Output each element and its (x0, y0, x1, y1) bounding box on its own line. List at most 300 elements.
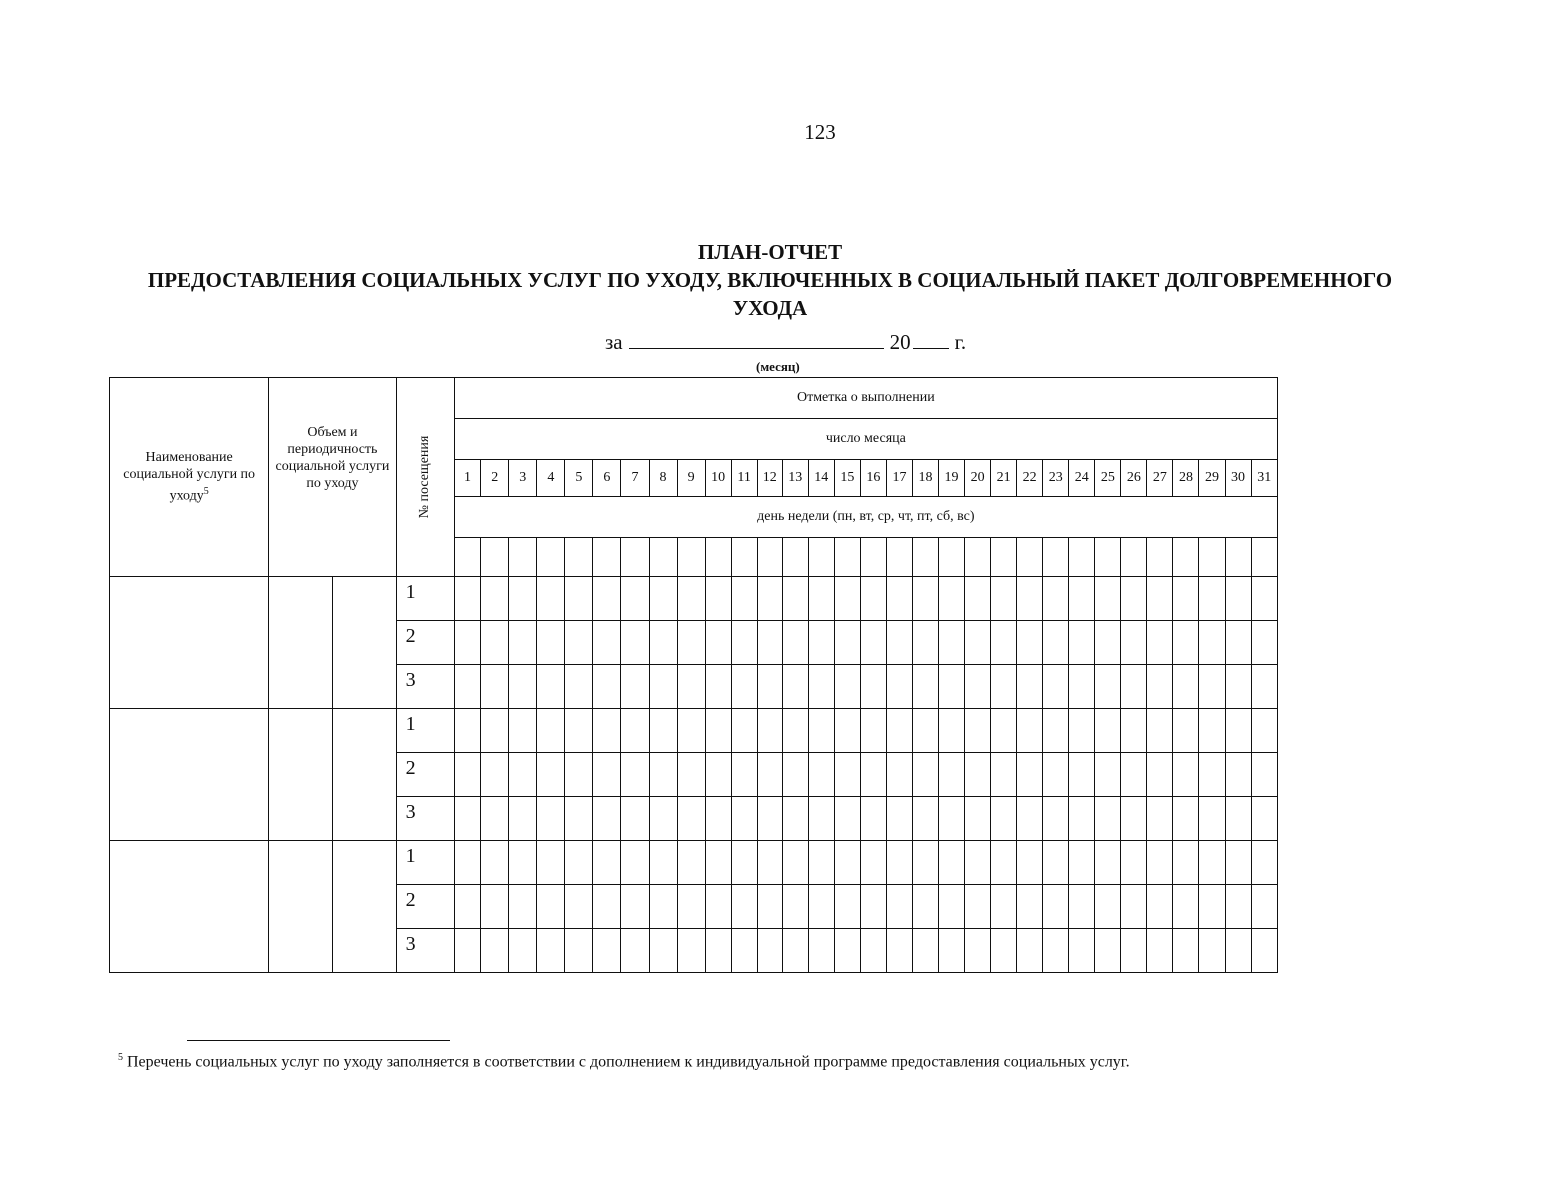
completion-mark-cell[interactable] (481, 753, 509, 797)
completion-mark-cell[interactable] (1017, 621, 1043, 665)
completion-mark-cell[interactable] (965, 929, 991, 973)
completion-mark-cell[interactable] (991, 841, 1017, 885)
completion-mark-cell[interactable] (1095, 621, 1121, 665)
weekday-cell[interactable] (1147, 538, 1173, 577)
completion-mark-cell[interactable] (454, 797, 481, 841)
completion-mark-cell[interactable] (537, 797, 565, 841)
completion-mark-cell[interactable] (1147, 709, 1173, 753)
completion-mark-cell[interactable] (1173, 753, 1199, 797)
completion-mark-cell[interactable] (593, 841, 621, 885)
completion-mark-cell[interactable] (860, 621, 886, 665)
completion-mark-cell[interactable] (757, 621, 782, 665)
completion-mark-cell[interactable] (1147, 841, 1173, 885)
completion-mark-cell[interactable] (782, 929, 808, 973)
completion-mark-cell[interactable] (677, 709, 705, 753)
completion-mark-cell[interactable] (1251, 709, 1277, 753)
completion-mark-cell[interactable] (782, 577, 808, 621)
completion-mark-cell[interactable] (965, 797, 991, 841)
completion-mark-cell[interactable] (965, 885, 991, 929)
completion-mark-cell[interactable] (509, 577, 537, 621)
completion-mark-cell[interactable] (1147, 665, 1173, 709)
completion-mark-cell[interactable] (912, 929, 938, 973)
completion-mark-cell[interactable] (454, 621, 481, 665)
completion-mark-cell[interactable] (1043, 621, 1069, 665)
completion-mark-cell[interactable] (912, 577, 938, 621)
completion-mark-cell[interactable] (860, 841, 886, 885)
completion-mark-cell[interactable] (1017, 797, 1043, 841)
completion-mark-cell[interactable] (860, 885, 886, 929)
completion-mark-cell[interactable] (991, 753, 1017, 797)
completion-mark-cell[interactable] (537, 929, 565, 973)
completion-mark-cell[interactable] (1225, 929, 1251, 973)
completion-mark-cell[interactable] (705, 841, 731, 885)
weekday-cell[interactable] (1251, 538, 1277, 577)
weekday-cell[interactable] (912, 538, 938, 577)
year-blank-field[interactable] (913, 328, 949, 349)
completion-mark-cell[interactable] (1069, 929, 1095, 973)
service-name-cell[interactable] (110, 841, 269, 973)
weekday-cell[interactable] (1095, 538, 1121, 577)
completion-mark-cell[interactable] (565, 621, 593, 665)
completion-mark-cell[interactable] (1251, 577, 1277, 621)
completion-mark-cell[interactable] (991, 665, 1017, 709)
completion-mark-cell[interactable] (965, 709, 991, 753)
weekday-cell[interactable] (565, 538, 593, 577)
weekday-cell[interactable] (991, 538, 1017, 577)
completion-mark-cell[interactable] (1225, 577, 1251, 621)
completion-mark-cell[interactable] (886, 753, 912, 797)
completion-mark-cell[interactable] (621, 797, 649, 841)
completion-mark-cell[interactable] (537, 665, 565, 709)
completion-mark-cell[interactable] (1173, 709, 1199, 753)
weekday-cell[interactable] (705, 538, 731, 577)
completion-mark-cell[interactable] (1043, 709, 1069, 753)
weekday-cell[interactable] (1121, 538, 1147, 577)
weekday-cell[interactable] (537, 538, 565, 577)
completion-mark-cell[interactable] (757, 709, 782, 753)
completion-mark-cell[interactable] (454, 665, 481, 709)
month-blank-field[interactable] (629, 328, 884, 349)
completion-mark-cell[interactable] (649, 709, 677, 753)
completion-mark-cell[interactable] (621, 841, 649, 885)
completion-mark-cell[interactable] (782, 797, 808, 841)
weekday-cell[interactable] (886, 538, 912, 577)
completion-mark-cell[interactable] (1017, 841, 1043, 885)
completion-mark-cell[interactable] (808, 797, 834, 841)
service-name-cell[interactable] (110, 709, 269, 841)
weekday-cell[interactable] (731, 538, 757, 577)
completion-mark-cell[interactable] (1095, 841, 1121, 885)
completion-mark-cell[interactable] (565, 665, 593, 709)
completion-mark-cell[interactable] (1121, 753, 1147, 797)
completion-mark-cell[interactable] (912, 797, 938, 841)
completion-mark-cell[interactable] (1095, 577, 1121, 621)
weekday-cell[interactable] (860, 538, 886, 577)
weekday-cell[interactable] (649, 538, 677, 577)
weekday-cell[interactable] (808, 538, 834, 577)
completion-mark-cell[interactable] (565, 797, 593, 841)
completion-mark-cell[interactable] (1147, 885, 1173, 929)
completion-mark-cell[interactable] (1121, 665, 1147, 709)
completion-mark-cell[interactable] (939, 665, 965, 709)
completion-mark-cell[interactable] (1147, 797, 1173, 841)
completion-mark-cell[interactable] (1251, 665, 1277, 709)
completion-mark-cell[interactable] (454, 929, 481, 973)
weekday-cell[interactable] (593, 538, 621, 577)
completion-mark-cell[interactable] (1199, 753, 1225, 797)
completion-mark-cell[interactable] (834, 577, 860, 621)
completion-mark-cell[interactable] (1095, 797, 1121, 841)
completion-mark-cell[interactable] (1251, 841, 1277, 885)
completion-mark-cell[interactable] (1043, 929, 1069, 973)
completion-mark-cell[interactable] (912, 709, 938, 753)
completion-mark-cell[interactable] (1173, 797, 1199, 841)
completion-mark-cell[interactable] (834, 885, 860, 929)
completion-mark-cell[interactable] (939, 929, 965, 973)
completion-mark-cell[interactable] (1225, 885, 1251, 929)
completion-mark-cell[interactable] (1095, 665, 1121, 709)
completion-mark-cell[interactable] (1043, 885, 1069, 929)
completion-mark-cell[interactable] (1251, 929, 1277, 973)
completion-mark-cell[interactable] (509, 929, 537, 973)
completion-mark-cell[interactable] (677, 577, 705, 621)
completion-mark-cell[interactable] (593, 929, 621, 973)
completion-mark-cell[interactable] (509, 797, 537, 841)
completion-mark-cell[interactable] (649, 841, 677, 885)
completion-mark-cell[interactable] (1069, 709, 1095, 753)
completion-mark-cell[interactable] (834, 929, 860, 973)
completion-mark-cell[interactable] (1095, 709, 1121, 753)
completion-mark-cell[interactable] (991, 885, 1017, 929)
volume-cell[interactable] (269, 577, 333, 709)
completion-mark-cell[interactable] (1199, 621, 1225, 665)
completion-mark-cell[interactable] (677, 665, 705, 709)
periodicity-cell[interactable] (333, 577, 396, 709)
completion-mark-cell[interactable] (677, 841, 705, 885)
completion-mark-cell[interactable] (454, 577, 481, 621)
weekday-cell[interactable] (509, 538, 537, 577)
completion-mark-cell[interactable] (965, 621, 991, 665)
completion-mark-cell[interactable] (1199, 929, 1225, 973)
completion-mark-cell[interactable] (886, 577, 912, 621)
completion-mark-cell[interactable] (1251, 885, 1277, 929)
completion-mark-cell[interactable] (757, 577, 782, 621)
completion-mark-cell[interactable] (731, 797, 757, 841)
completion-mark-cell[interactable] (731, 665, 757, 709)
completion-mark-cell[interactable] (481, 885, 509, 929)
completion-mark-cell[interactable] (991, 929, 1017, 973)
completion-mark-cell[interactable] (481, 665, 509, 709)
completion-mark-cell[interactable] (782, 709, 808, 753)
completion-mark-cell[interactable] (565, 709, 593, 753)
completion-mark-cell[interactable] (509, 665, 537, 709)
completion-mark-cell[interactable] (731, 929, 757, 973)
completion-mark-cell[interactable] (939, 577, 965, 621)
completion-mark-cell[interactable] (509, 753, 537, 797)
completion-mark-cell[interactable] (705, 885, 731, 929)
completion-mark-cell[interactable] (1199, 709, 1225, 753)
completion-mark-cell[interactable] (1199, 885, 1225, 929)
completion-mark-cell[interactable] (481, 797, 509, 841)
completion-mark-cell[interactable] (1069, 665, 1095, 709)
completion-mark-cell[interactable] (1069, 841, 1095, 885)
completion-mark-cell[interactable] (649, 665, 677, 709)
completion-mark-cell[interactable] (1173, 621, 1199, 665)
completion-mark-cell[interactable] (454, 841, 481, 885)
completion-mark-cell[interactable] (939, 753, 965, 797)
completion-mark-cell[interactable] (705, 709, 731, 753)
completion-mark-cell[interactable] (454, 753, 481, 797)
completion-mark-cell[interactable] (834, 621, 860, 665)
weekday-cell[interactable] (1017, 538, 1043, 577)
completion-mark-cell[interactable] (593, 797, 621, 841)
completion-mark-cell[interactable] (537, 709, 565, 753)
completion-mark-cell[interactable] (537, 885, 565, 929)
completion-mark-cell[interactable] (886, 929, 912, 973)
completion-mark-cell[interactable] (1225, 621, 1251, 665)
completion-mark-cell[interactable] (649, 621, 677, 665)
completion-mark-cell[interactable] (1199, 841, 1225, 885)
completion-mark-cell[interactable] (1043, 665, 1069, 709)
completion-mark-cell[interactable] (991, 797, 1017, 841)
completion-mark-cell[interactable] (1251, 753, 1277, 797)
periodicity-cell[interactable] (333, 709, 396, 841)
completion-mark-cell[interactable] (565, 885, 593, 929)
completion-mark-cell[interactable] (454, 885, 481, 929)
weekday-cell[interactable] (965, 538, 991, 577)
completion-mark-cell[interactable] (481, 841, 509, 885)
completion-mark-cell[interactable] (1017, 753, 1043, 797)
completion-mark-cell[interactable] (621, 709, 649, 753)
completion-mark-cell[interactable] (1121, 797, 1147, 841)
completion-mark-cell[interactable] (705, 621, 731, 665)
weekday-cell[interactable] (481, 538, 509, 577)
completion-mark-cell[interactable] (1095, 929, 1121, 973)
completion-mark-cell[interactable] (965, 841, 991, 885)
completion-mark-cell[interactable] (860, 665, 886, 709)
completion-mark-cell[interactable] (731, 753, 757, 797)
completion-mark-cell[interactable] (808, 709, 834, 753)
completion-mark-cell[interactable] (991, 621, 1017, 665)
completion-mark-cell[interactable] (939, 841, 965, 885)
completion-mark-cell[interactable] (537, 841, 565, 885)
weekday-cell[interactable] (1173, 538, 1199, 577)
completion-mark-cell[interactable] (1017, 577, 1043, 621)
completion-mark-cell[interactable] (677, 621, 705, 665)
weekday-cell[interactable] (782, 538, 808, 577)
completion-mark-cell[interactable] (939, 621, 965, 665)
completion-mark-cell[interactable] (1173, 929, 1199, 973)
completion-mark-cell[interactable] (1173, 841, 1199, 885)
completion-mark-cell[interactable] (912, 885, 938, 929)
completion-mark-cell[interactable] (1043, 841, 1069, 885)
completion-mark-cell[interactable] (1251, 621, 1277, 665)
completion-mark-cell[interactable] (565, 929, 593, 973)
completion-mark-cell[interactable] (731, 885, 757, 929)
completion-mark-cell[interactable] (537, 621, 565, 665)
completion-mark-cell[interactable] (1225, 665, 1251, 709)
completion-mark-cell[interactable] (481, 621, 509, 665)
weekday-cell[interactable] (677, 538, 705, 577)
completion-mark-cell[interactable] (509, 709, 537, 753)
completion-mark-cell[interactable] (886, 841, 912, 885)
completion-mark-cell[interactable] (649, 753, 677, 797)
completion-mark-cell[interactable] (565, 753, 593, 797)
completion-mark-cell[interactable] (965, 577, 991, 621)
completion-mark-cell[interactable] (757, 841, 782, 885)
completion-mark-cell[interactable] (1017, 665, 1043, 709)
completion-mark-cell[interactable] (782, 885, 808, 929)
completion-mark-cell[interactable] (731, 577, 757, 621)
completion-mark-cell[interactable] (1225, 797, 1251, 841)
completion-mark-cell[interactable] (834, 841, 860, 885)
completion-mark-cell[interactable] (1017, 709, 1043, 753)
completion-mark-cell[interactable] (886, 665, 912, 709)
completion-mark-cell[interactable] (677, 753, 705, 797)
completion-mark-cell[interactable] (860, 929, 886, 973)
completion-mark-cell[interactable] (1043, 577, 1069, 621)
completion-mark-cell[interactable] (1173, 885, 1199, 929)
completion-mark-cell[interactable] (1173, 665, 1199, 709)
completion-mark-cell[interactable] (705, 753, 731, 797)
weekday-cell[interactable] (1043, 538, 1069, 577)
completion-mark-cell[interactable] (1251, 797, 1277, 841)
completion-mark-cell[interactable] (1199, 577, 1225, 621)
completion-mark-cell[interactable] (1095, 753, 1121, 797)
completion-mark-cell[interactable] (705, 797, 731, 841)
volume-cell[interactable] (269, 841, 333, 973)
completion-mark-cell[interactable] (621, 665, 649, 709)
completion-mark-cell[interactable] (782, 753, 808, 797)
completion-mark-cell[interactable] (860, 709, 886, 753)
completion-mark-cell[interactable] (537, 577, 565, 621)
completion-mark-cell[interactable] (1095, 885, 1121, 929)
completion-mark-cell[interactable] (1121, 929, 1147, 973)
completion-mark-cell[interactable] (677, 885, 705, 929)
periodicity-cell[interactable] (333, 841, 396, 973)
completion-mark-cell[interactable] (1121, 841, 1147, 885)
completion-mark-cell[interactable] (731, 841, 757, 885)
weekday-cell[interactable] (1225, 538, 1251, 577)
completion-mark-cell[interactable] (757, 929, 782, 973)
completion-mark-cell[interactable] (808, 753, 834, 797)
completion-mark-cell[interactable] (965, 753, 991, 797)
completion-mark-cell[interactable] (1199, 665, 1225, 709)
completion-mark-cell[interactable] (860, 753, 886, 797)
completion-mark-cell[interactable] (621, 885, 649, 929)
completion-mark-cell[interactable] (565, 841, 593, 885)
completion-mark-cell[interactable] (649, 797, 677, 841)
completion-mark-cell[interactable] (808, 841, 834, 885)
weekday-cell[interactable] (621, 538, 649, 577)
completion-mark-cell[interactable] (509, 621, 537, 665)
completion-mark-cell[interactable] (860, 577, 886, 621)
completion-mark-cell[interactable] (939, 709, 965, 753)
completion-mark-cell[interactable] (991, 577, 1017, 621)
completion-mark-cell[interactable] (912, 621, 938, 665)
completion-mark-cell[interactable] (1147, 753, 1173, 797)
completion-mark-cell[interactable] (886, 797, 912, 841)
completion-mark-cell[interactable] (509, 841, 537, 885)
completion-mark-cell[interactable] (621, 929, 649, 973)
completion-mark-cell[interactable] (481, 709, 509, 753)
completion-mark-cell[interactable] (731, 621, 757, 665)
completion-mark-cell[interactable] (808, 885, 834, 929)
completion-mark-cell[interactable] (1121, 621, 1147, 665)
weekday-cell[interactable] (1069, 538, 1095, 577)
weekday-cell[interactable] (454, 538, 481, 577)
completion-mark-cell[interactable] (677, 797, 705, 841)
completion-mark-cell[interactable] (808, 929, 834, 973)
completion-mark-cell[interactable] (1147, 577, 1173, 621)
completion-mark-cell[interactable] (1199, 797, 1225, 841)
completion-mark-cell[interactable] (565, 577, 593, 621)
completion-mark-cell[interactable] (886, 709, 912, 753)
completion-mark-cell[interactable] (481, 929, 509, 973)
completion-mark-cell[interactable] (757, 665, 782, 709)
completion-mark-cell[interactable] (621, 621, 649, 665)
completion-mark-cell[interactable] (757, 753, 782, 797)
completion-mark-cell[interactable] (782, 621, 808, 665)
completion-mark-cell[interactable] (621, 753, 649, 797)
completion-mark-cell[interactable] (593, 577, 621, 621)
completion-mark-cell[interactable] (834, 753, 860, 797)
completion-mark-cell[interactable] (757, 797, 782, 841)
completion-mark-cell[interactable] (1043, 797, 1069, 841)
completion-mark-cell[interactable] (834, 665, 860, 709)
completion-mark-cell[interactable] (593, 709, 621, 753)
completion-mark-cell[interactable] (1173, 577, 1199, 621)
service-name-cell[interactable] (110, 577, 269, 709)
completion-mark-cell[interactable] (1017, 885, 1043, 929)
completion-mark-cell[interactable] (991, 709, 1017, 753)
completion-mark-cell[interactable] (808, 577, 834, 621)
completion-mark-cell[interactable] (912, 665, 938, 709)
completion-mark-cell[interactable] (1069, 621, 1095, 665)
completion-mark-cell[interactable] (454, 709, 481, 753)
completion-mark-cell[interactable] (782, 665, 808, 709)
completion-mark-cell[interactable] (782, 841, 808, 885)
weekday-cell[interactable] (757, 538, 782, 577)
completion-mark-cell[interactable] (677, 929, 705, 973)
completion-mark-cell[interactable] (1121, 577, 1147, 621)
completion-mark-cell[interactable] (886, 621, 912, 665)
completion-mark-cell[interactable] (593, 885, 621, 929)
completion-mark-cell[interactable] (537, 753, 565, 797)
weekday-cell[interactable] (834, 538, 860, 577)
completion-mark-cell[interactable] (1017, 929, 1043, 973)
completion-mark-cell[interactable] (1069, 577, 1095, 621)
completion-mark-cell[interactable] (1069, 885, 1095, 929)
completion-mark-cell[interactable] (509, 885, 537, 929)
completion-mark-cell[interactable] (705, 929, 731, 973)
volume-cell[interactable] (269, 709, 333, 841)
weekday-cell[interactable] (1199, 538, 1225, 577)
completion-mark-cell[interactable] (1147, 621, 1173, 665)
completion-mark-cell[interactable] (1225, 753, 1251, 797)
completion-mark-cell[interactable] (1225, 709, 1251, 753)
completion-mark-cell[interactable] (808, 621, 834, 665)
completion-mark-cell[interactable] (649, 577, 677, 621)
completion-mark-cell[interactable] (1069, 797, 1095, 841)
completion-mark-cell[interactable] (757, 885, 782, 929)
completion-mark-cell[interactable] (1043, 753, 1069, 797)
completion-mark-cell[interactable] (649, 929, 677, 973)
completion-mark-cell[interactable] (834, 709, 860, 753)
completion-mark-cell[interactable] (1121, 885, 1147, 929)
completion-mark-cell[interactable] (705, 665, 731, 709)
weekday-cell[interactable] (939, 538, 965, 577)
